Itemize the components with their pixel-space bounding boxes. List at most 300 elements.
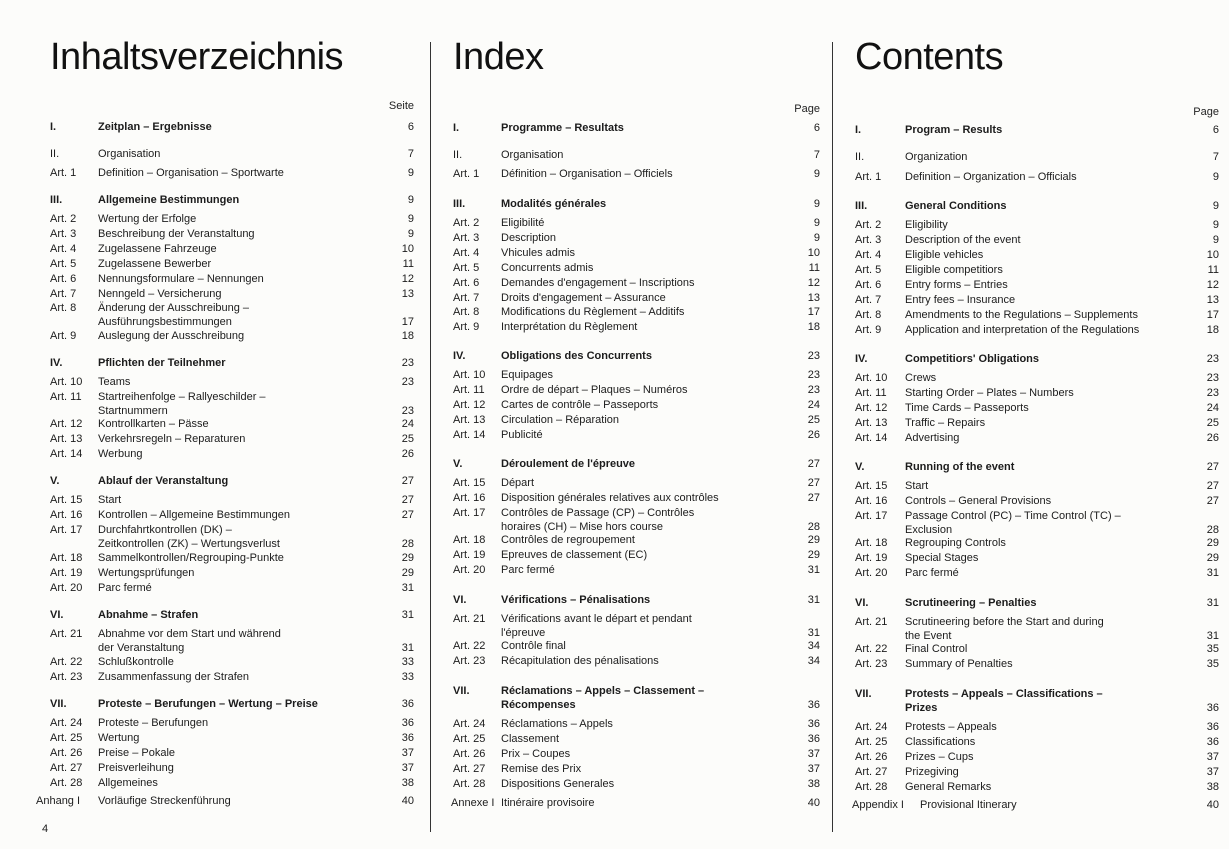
entry-number: Art. 6 — [50, 273, 77, 285]
entry-title: Controls – General Provisions — [905, 495, 1052, 507]
entry-number: Art. 3 — [855, 234, 882, 246]
entry-title: Allgemeine Bestimmungen — [98, 194, 240, 206]
entry-page-number: 31 — [401, 642, 414, 654]
entry-title: Proteste – Berufungen — [98, 717, 209, 729]
entry-number: Anhang I — [36, 795, 81, 807]
toc-entry-row — [835, 386, 1219, 400]
entry-number: V. — [855, 461, 865, 473]
entry-page-number: 33 — [401, 671, 414, 683]
entry-title: Application and interpretation of the Regulations — [905, 324, 1140, 336]
entry-page-number: 6 — [1212, 124, 1219, 136]
entry-page-number: 10 — [1206, 249, 1219, 261]
entry-title: Parc fermé — [501, 564, 555, 576]
entry-page-number: 33 — [401, 656, 414, 668]
entry-title: Starting Order – Plates – Numbers — [905, 387, 1074, 399]
entry-title: Eligibility — [905, 219, 948, 231]
toc-entry-row — [433, 533, 820, 547]
entry-number: Art. 3 — [453, 232, 480, 244]
entry-number: Art. 20 — [453, 564, 486, 576]
entry-title: Equipages — [501, 369, 553, 381]
entry-page-number: 23 — [807, 369, 820, 381]
entry-number: Annexe I — [451, 797, 495, 809]
entry-title: Durchfahrtkontrollen (DK) – Zeitkontrollen (ZK) – Wertungsverlust — [98, 524, 280, 550]
entry-title: Classifications — [905, 736, 976, 748]
entry-page-number: 29 — [807, 549, 820, 561]
entry-title: Werbung — [98, 448, 143, 460]
entry-number: Art. 17 — [50, 524, 83, 536]
entry-title: Zusammenfassung der Strafen — [98, 671, 250, 683]
entry-title: Pflichten der Teilnehmer — [98, 357, 226, 369]
entry-number: Art. 1 — [855, 171, 882, 183]
entry-page-number: 17 — [1206, 309, 1219, 321]
entry-title: Vérifications avant le départ et pendant l'épreuve — [501, 613, 692, 639]
entry-number: Art. 20 — [50, 582, 83, 594]
toc-section-row — [835, 199, 1219, 213]
toc-entry-row — [30, 447, 414, 461]
entry-page-number: 23 — [1206, 353, 1219, 365]
toc-entry-row — [433, 305, 820, 319]
toc-entry-row — [30, 716, 414, 730]
entry-number: Art. 16 — [453, 492, 486, 504]
entry-number: Art. 24 — [453, 718, 486, 730]
toc-section-row — [30, 193, 414, 207]
entry-title: Special Stages — [905, 552, 979, 564]
entry-title: Sammelkontrollen/Regrouping-Punkte — [98, 552, 284, 564]
entry-number: Art. 27 — [453, 763, 486, 775]
entry-title: Zugelassene Fahrzeuge — [98, 243, 217, 255]
entry-number: Art. 1 — [50, 167, 77, 179]
toc-entry-row — [835, 323, 1219, 337]
entry-title: Eligibilité — [501, 217, 545, 229]
toc-entry-row — [835, 233, 1219, 247]
entry-number: Art. 22 — [50, 656, 83, 668]
entry-number: Art. 19 — [855, 552, 888, 564]
toc-entry-row — [30, 227, 414, 241]
entry-title: Parc fermé — [905, 567, 959, 579]
toc-entry-row — [433, 796, 820, 810]
entry-page-number: 13 — [807, 292, 820, 304]
toc-entry-row — [433, 368, 820, 382]
entry-title: Wertungsprüfungen — [98, 567, 195, 579]
toc-section-row — [30, 608, 414, 622]
toc-entry-row — [835, 479, 1219, 493]
toc-section-row — [433, 349, 820, 363]
toc-entry-row — [30, 508, 414, 522]
entry-page-number: 36 — [1206, 702, 1219, 714]
toc-section-row — [433, 684, 820, 712]
entry-number: IV. — [50, 357, 63, 369]
entry-title: Modifications du Règlement – Additifs — [501, 306, 685, 318]
toc-entry-row — [30, 581, 414, 595]
toc-entry-row — [30, 794, 414, 808]
entry-number: Art. 16 — [50, 509, 83, 521]
entry-page-number: 18 — [401, 330, 414, 342]
entry-page-number: 27 — [1206, 480, 1219, 492]
entry-title: Parc fermé — [98, 582, 152, 594]
entry-number: Art. 8 — [50, 302, 77, 314]
toc-entry-row — [30, 627, 414, 655]
entry-number: Art. 23 — [855, 658, 888, 670]
toc-entry-row — [433, 654, 820, 668]
toc-entry-row — [30, 212, 414, 226]
entry-number: Art. 27 — [50, 762, 83, 774]
entry-number: Art. 15 — [50, 494, 83, 506]
entry-number: Art. 15 — [453, 477, 486, 489]
entry-page-number: 9 — [407, 228, 414, 240]
toc-entry-row — [433, 612, 820, 640]
toc-entry-row — [30, 166, 414, 180]
entry-number: Art. 6 — [453, 277, 480, 289]
entry-page-number: 11 — [808, 262, 820, 274]
entry-page-number: 12 — [1206, 279, 1219, 291]
entry-number: Art. 26 — [453, 748, 486, 760]
toc-entry-row — [433, 639, 820, 653]
entry-number: VII. — [50, 698, 67, 710]
toc-entry-row — [835, 509, 1219, 537]
entry-title: Itinéraire provisoire — [501, 797, 595, 809]
entry-number: Art. 2 — [453, 217, 480, 229]
entry-page-number: 36 — [1206, 721, 1219, 733]
toc-entry-row — [30, 329, 414, 343]
entry-page-number: 9 — [1212, 200, 1219, 212]
entry-number: Art. 6 — [855, 279, 882, 291]
entry-number: IV. — [855, 353, 868, 365]
entry-number: Art. 21 — [453, 613, 486, 625]
entry-number: Art. 13 — [855, 417, 888, 429]
entry-page-number: 31 — [401, 582, 414, 594]
entry-number: Art. 14 — [453, 429, 486, 441]
entry-page-number: 27 — [401, 475, 414, 487]
entry-number: Art. 3 — [50, 228, 77, 240]
entry-number: Art. 9 — [855, 324, 882, 336]
entry-number: Art. 5 — [855, 264, 882, 276]
entry-page-number: 24 — [401, 418, 414, 430]
entry-page-number: 23 — [401, 376, 414, 388]
toc-entry-row — [835, 750, 1219, 764]
toc-section-row — [835, 687, 1219, 715]
entry-number: Art. 11 — [453, 384, 485, 396]
entry-page-number: 10 — [807, 247, 820, 259]
entry-title: Schlußkontrolle — [98, 656, 174, 668]
entry-page-number: 18 — [807, 321, 820, 333]
column-title: Index — [453, 36, 544, 78]
entry-page-number: 23 — [1206, 372, 1219, 384]
entry-title: Ordre de départ – Plaques – Numéros — [501, 384, 688, 396]
toc-entry-row — [433, 732, 820, 746]
entry-title: Vhicules admis — [501, 247, 575, 259]
entry-number: Art. 21 — [855, 616, 888, 628]
entry-number: Art. 7 — [50, 288, 77, 300]
toc-entry-row — [30, 761, 414, 775]
entry-title: General Remarks — [905, 781, 992, 793]
toc-entry-row — [433, 291, 820, 305]
entry-title: Circulation – Réparation — [501, 414, 620, 426]
toc-entry-row — [30, 776, 414, 790]
toc-section-row — [835, 460, 1219, 474]
entry-page-number: 31 — [1206, 630, 1219, 642]
entry-page-number: 23 — [807, 384, 820, 396]
entry-number: Art. 14 — [855, 432, 888, 444]
entry-title: Eligible competitiors — [905, 264, 1003, 276]
entry-page-number: 24 — [1206, 402, 1219, 414]
entry-page-number: 10 — [401, 243, 414, 255]
entry-title: Prizes – Cups — [905, 751, 974, 763]
toc-entry-row — [433, 148, 820, 162]
entry-page-number: 26 — [401, 448, 414, 460]
entry-page-number: 28 — [807, 521, 820, 533]
entry-title: Wertung — [98, 732, 140, 744]
entry-number: Art. 14 — [50, 448, 83, 460]
toc-entry-row — [433, 231, 820, 245]
toc-section-row — [433, 197, 820, 211]
toc-entry-row — [433, 506, 820, 534]
entry-number: Art. 19 — [453, 549, 486, 561]
entry-page-number: 9 — [407, 213, 414, 225]
entry-title: Running of the event — [905, 461, 1015, 473]
toc-entry-row — [433, 167, 820, 181]
entry-number: Art. 2 — [50, 213, 77, 225]
entry-number: Art. 12 — [50, 418, 83, 430]
entry-title: Récapitulation des pénalisations — [501, 655, 659, 667]
entry-number: Art. 18 — [50, 552, 83, 564]
entry-title: Organization — [905, 151, 968, 163]
entry-page-number: 9 — [813, 168, 820, 180]
entry-page-number: 29 — [1206, 537, 1219, 549]
entry-number: Art. 17 — [453, 507, 486, 519]
entry-page-number: 36 — [401, 698, 414, 710]
entry-page-number: 13 — [1206, 294, 1219, 306]
toc-column-french — [433, 0, 820, 849]
entry-title: Verkehrsregeln – Reparaturen — [98, 433, 246, 445]
entry-page-number: 31 — [401, 609, 414, 621]
entry-page-number: 35 — [1206, 643, 1219, 655]
entry-title: Déroulement de l'épreuve — [501, 458, 636, 470]
entry-page-number: 31 — [807, 564, 820, 576]
entry-title: Beschreibung der Veranstaltung — [98, 228, 255, 240]
entry-number: V. — [50, 475, 60, 487]
entry-title: Organisation — [501, 149, 564, 161]
toc-section-row — [30, 356, 414, 370]
toc-section-row — [835, 352, 1219, 366]
entry-title: Startreihenfolge – Rallyeschilder – Startnummern — [98, 391, 266, 417]
entry-page-number: 27 — [1206, 495, 1219, 507]
entry-number: Art. 16 — [855, 495, 888, 507]
entry-number: Art. 26 — [855, 751, 888, 763]
entry-title: Interprétation du Règlement — [501, 321, 638, 333]
entry-title: Summary of Penalties — [905, 658, 1013, 670]
entry-title: Dispositions Generales — [501, 778, 615, 790]
entry-title: Crews — [905, 372, 937, 384]
entry-number: III. — [453, 198, 466, 210]
entry-number: I. — [855, 124, 862, 136]
entry-title: Eligible vehicles — [905, 249, 984, 261]
entry-page-number: 6 — [407, 121, 414, 133]
entry-number: I. — [50, 121, 57, 133]
entry-page-number: 9 — [813, 232, 820, 244]
entry-title: Nenngeld – Versicherung — [98, 288, 222, 300]
entry-number: V. — [453, 458, 463, 470]
entry-page-number: 23 — [401, 357, 414, 369]
entry-title: Proteste – Berufungen – Wertung – Preise — [98, 698, 318, 710]
entry-page-number: 29 — [401, 567, 414, 579]
entry-number: Art. 25 — [50, 732, 83, 744]
entry-page-number: 17 — [401, 316, 414, 328]
entry-title: Prizegiving — [905, 766, 959, 778]
entry-number: Art. 8 — [855, 309, 882, 321]
entry-page-number: 29 — [401, 552, 414, 564]
toc-entry-row — [835, 293, 1219, 307]
entry-number: Art. 26 — [50, 747, 83, 759]
page-column-header: Page — [794, 103, 820, 115]
toc-entry-row — [30, 493, 414, 507]
entry-number: II. — [50, 148, 60, 160]
toc-entry-row — [835, 416, 1219, 430]
entry-number: Art. 1 — [453, 168, 480, 180]
entry-number: VI. — [855, 597, 869, 609]
toc-entry-row — [835, 218, 1219, 232]
entry-page-number: 31 — [1206, 567, 1219, 579]
entry-number: Art. 23 — [50, 671, 83, 683]
entry-number: Art. 12 — [855, 402, 888, 414]
entry-page-number: 40 — [807, 797, 820, 809]
toc-entry-row — [835, 150, 1219, 164]
entry-number: Art. 5 — [453, 262, 480, 274]
entry-page-number: 9 — [813, 217, 820, 229]
entry-title: Allgemeines — [98, 777, 158, 789]
entry-title: General Conditions — [905, 200, 1007, 212]
toc-entry-row — [835, 615, 1219, 643]
entry-number: Appendix I — [852, 799, 904, 811]
entry-title: Concurrents admis — [501, 262, 594, 274]
entry-number: Art. 9 — [50, 330, 77, 342]
toc-entry-row — [835, 308, 1219, 322]
entry-number: VII. — [453, 685, 470, 697]
entry-page-number: 25 — [1206, 417, 1219, 429]
entry-number: Art. 18 — [453, 534, 486, 546]
entry-page-number: 35 — [1206, 658, 1219, 670]
entry-page-number: 12 — [401, 273, 414, 285]
toc-entry-row — [433, 413, 820, 427]
entry-page-number: 18 — [1206, 324, 1219, 336]
entry-page-number: 13 — [401, 288, 414, 300]
entry-title: Entry fees – Insurance — [905, 294, 1016, 306]
entry-title: Preisverleihung — [98, 762, 174, 774]
entry-title: Nennungsformulare – Nennungen — [98, 273, 264, 285]
entry-number: Art. 10 — [855, 372, 888, 384]
entry-title: Prix – Coupes — [501, 748, 571, 760]
toc-entry-row — [433, 777, 820, 791]
entry-page-number: 38 — [401, 777, 414, 789]
entry-title: Organisation — [98, 148, 161, 160]
entry-title: Remise des Prix — [501, 763, 582, 775]
entry-title: Abnahme vor dem Start und während der Veranstaltung — [98, 628, 281, 654]
entry-number: Art. 19 — [50, 567, 83, 579]
entry-page-number: 9 — [407, 167, 414, 179]
entry-title: Obligations des Concurrents — [501, 350, 652, 362]
entry-title: Entry forms – Entries — [905, 279, 1008, 291]
toc-entry-row — [30, 375, 414, 389]
entry-page-number: 37 — [807, 748, 820, 760]
toc-entry-row — [30, 257, 414, 271]
entry-number: Art. 5 — [50, 258, 77, 270]
entry-page-number: 34 — [807, 640, 820, 652]
entry-title: Kontrollkarten – Pässe — [98, 418, 209, 430]
toc-entry-row — [30, 242, 414, 256]
entry-page-number: 17 — [807, 306, 820, 318]
entry-number: Art. 20 — [855, 567, 888, 579]
entry-page-number: 27 — [807, 492, 820, 504]
entry-page-number: 29 — [807, 534, 820, 546]
page-column-header: Seite — [388, 100, 414, 112]
toc-entry-row — [30, 746, 414, 760]
entry-title: Amendments to the Regulations – Supplements — [905, 309, 1138, 321]
toc-entry-row — [433, 563, 820, 577]
entry-title: Description of the event — [905, 234, 1021, 246]
entry-title: Wertung der Erfolge — [98, 213, 197, 225]
entry-title: Programme – Resultats — [501, 122, 624, 134]
entry-page-number: 25 — [807, 414, 820, 426]
entry-number: Art. 15 — [855, 480, 888, 492]
toc-entry-row — [835, 566, 1219, 580]
entry-number: Art. 7 — [855, 294, 882, 306]
entry-page-number: 37 — [807, 763, 820, 775]
entry-page-number: 37 — [401, 762, 414, 774]
entry-title: Disposition générales relatives aux contrôles — [501, 492, 719, 504]
entry-page-number: 36 — [401, 732, 414, 744]
toc-entry-row — [835, 248, 1219, 262]
entry-number: Art. 24 — [855, 721, 888, 733]
entry-number: IV. — [453, 350, 466, 362]
toc-entry-row — [835, 371, 1219, 385]
toc-section-row — [30, 474, 414, 488]
entry-title: Droits d'engagement – Assurance — [501, 292, 666, 304]
toc-section-row — [835, 596, 1219, 610]
entry-number: Art. 9 — [453, 321, 480, 333]
entry-number: Art. 2 — [855, 219, 882, 231]
entry-number: Art. 11 — [50, 391, 82, 403]
entry-title: Start — [905, 480, 929, 492]
entry-title: Réclamations – Appels – Classement – Récompenses — [501, 685, 705, 711]
toc-entry-row — [835, 170, 1219, 184]
entry-page-number: 31 — [807, 594, 820, 606]
entry-number: Art. 8 — [453, 306, 480, 318]
entry-title: Contrôles de regroupement — [501, 534, 635, 546]
toc-entry-row — [30, 551, 414, 565]
entry-title: Program – Results — [905, 124, 1003, 136]
entry-number: Art. 13 — [50, 433, 83, 445]
toc-entry-row — [835, 536, 1219, 550]
toc-entry-row — [30, 523, 414, 551]
entry-page-number: 29 — [1206, 552, 1219, 564]
entry-title: Description — [501, 232, 557, 244]
entry-page-number: 38 — [1206, 781, 1219, 793]
entry-title: Classement — [501, 733, 560, 745]
column-title: Contents — [855, 36, 1004, 78]
toc-entry-row — [433, 383, 820, 397]
entry-page-number: 37 — [401, 747, 414, 759]
entry-title: Contrôles de Passage (CP) – Contrôles horaires (CH) – Mise hors course — [501, 507, 695, 533]
entry-page-number: 7 — [1212, 151, 1219, 163]
entry-title: Modalités générales — [501, 198, 607, 210]
entry-title: Scrutineering – Penalties — [905, 597, 1037, 609]
entry-title: Kontrollen – Allgemeine Bestimmungen — [98, 509, 291, 521]
toc-section-row — [30, 120, 414, 134]
column-divider — [832, 42, 833, 832]
column-title: Inhaltsverzeichnis — [50, 36, 344, 78]
entry-page-number: 27 — [1206, 461, 1219, 473]
entry-title: Advertising — [905, 432, 960, 444]
entry-title: Vérifications – Pénalisations — [501, 594, 651, 606]
